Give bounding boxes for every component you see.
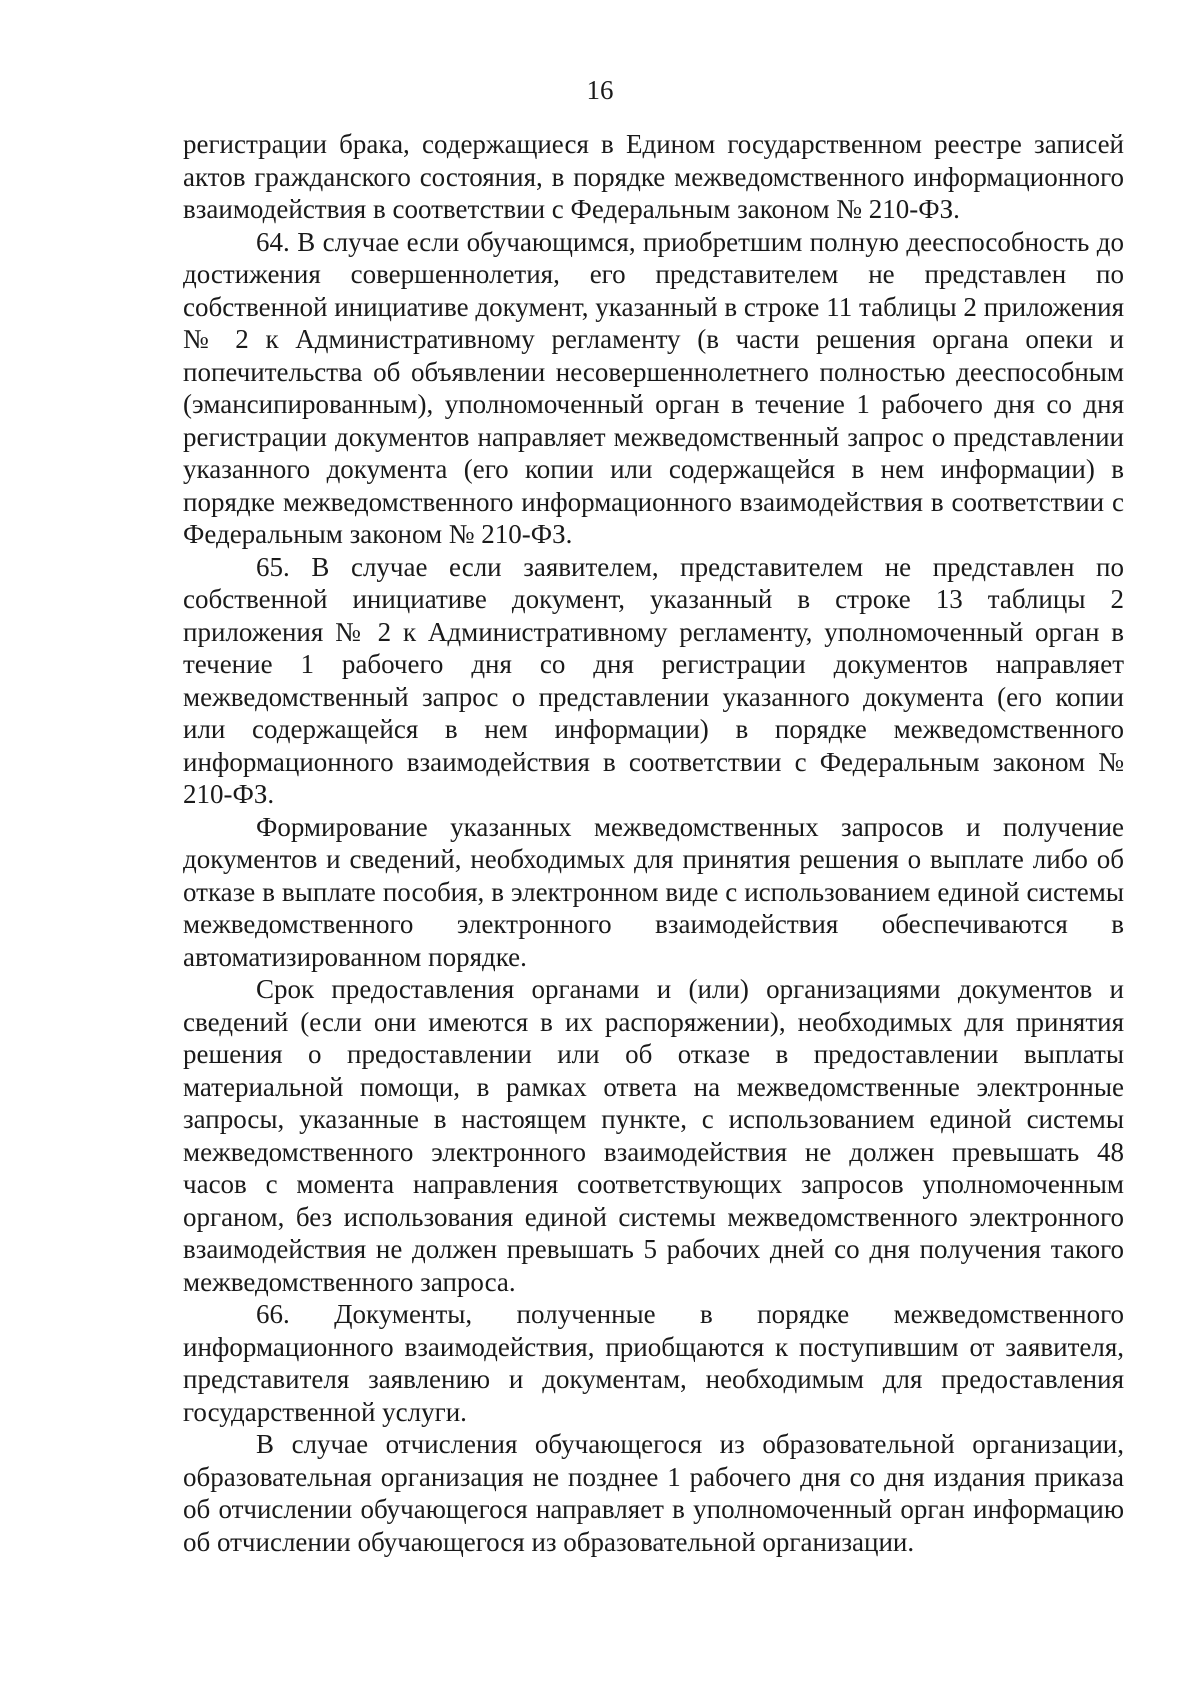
page-number: 16 bbox=[586, 75, 614, 105]
paragraph-65-deadline: Срок предоставления органами и (или) организациями документов и сведений (если они имеются в их распоряжении), необходимых для принятия решения о предоставлении или об отказе в предоставлении выплаты материальной помощи, в рамках ответа на межведомственные электронные запросы, указанные в настоящем пункте, с использованием единой системы межведомственного электронного взаимодействия не должен превышать 48 часов с момента направления соответствующих запросов уполномоченным органом, без использования единой системы межведомственного электронного взаимодействия не должен превышать 5 рабочих дней со дня получения такого межведомственного запроса. bbox=[183, 974, 1124, 1297]
paragraph-continuation: регистрации брака, содержащиеся в Едином государственном реестре записей актов гражданского состояния, в порядке межведомственного информационного взаимодействия в соответствии с Федеральным законом № 210-ФЗ. bbox=[183, 129, 1124, 224]
paragraph-64: 64. В случае если обучающимся, приобретшим полную дееспособность до достижения совершеннолетия, его представителем не представлен по собственной инициативе документ, указанный в строке 11 таблицы 2 приложения № 2 к Административному регламенту (в части решения органа опеки и попечительства об объявлении несовершеннолетнего полностью дееспособным (эмансипированным), уполномоченный орган в течение 1 рабочего дня со дня регистрации документов направляет межведомственный запрос о представлении указанного документа (его копии или содержащейся в нем информации) в порядке межведомственного информационного взаимодействия в соответствии с Федеральным законом № 210-ФЗ. bbox=[183, 226, 1124, 549]
paragraph-66-expulsion: В случае отчисления обучающегося из образовательной организации, образовательная организация не позднее 1 рабочего дня со дня издания приказа об отчислении обучающегося направляет в уполномоченный орган информацию об отчислении обучающегося из образовательной организации. bbox=[183, 1429, 1124, 1557]
paragraph-65-requests: Формирование указанных межведомственных запросов и получение документов и сведений, необходимых для принятия решения о выплате либо об отказе в выплате пособия, в электронном виде с использованием единой системы межведомственного электронного взаимодействия обеспечиваются в автоматизированном порядке. bbox=[183, 811, 1124, 972]
paragraph-66: 66. Документы, полученные в порядке межведомственного информационного взаимодействия, приобщаются к поступившим от заявителя, представителя заявлению и документам, необходимым для предоставления государственной услуги. bbox=[183, 1299, 1124, 1427]
paragraph-65: 65. В случае если заявителем, представителем не представлен по собственной инициативе документ, указанный в строке 13 таблицы 2 приложения № 2 к Административному регламенту, уполномоченный орган в течение 1 рабочего дня со дня регистрации документов направляет межведомственный запрос о представлении указанного документа (его копии или содержащейся в нем информации) в порядке межведомственного информационного взаимодействия в соответствии с Федеральным законом № 210-ФЗ. bbox=[183, 551, 1124, 809]
document-body bbox=[183, 128, 1124, 1558]
